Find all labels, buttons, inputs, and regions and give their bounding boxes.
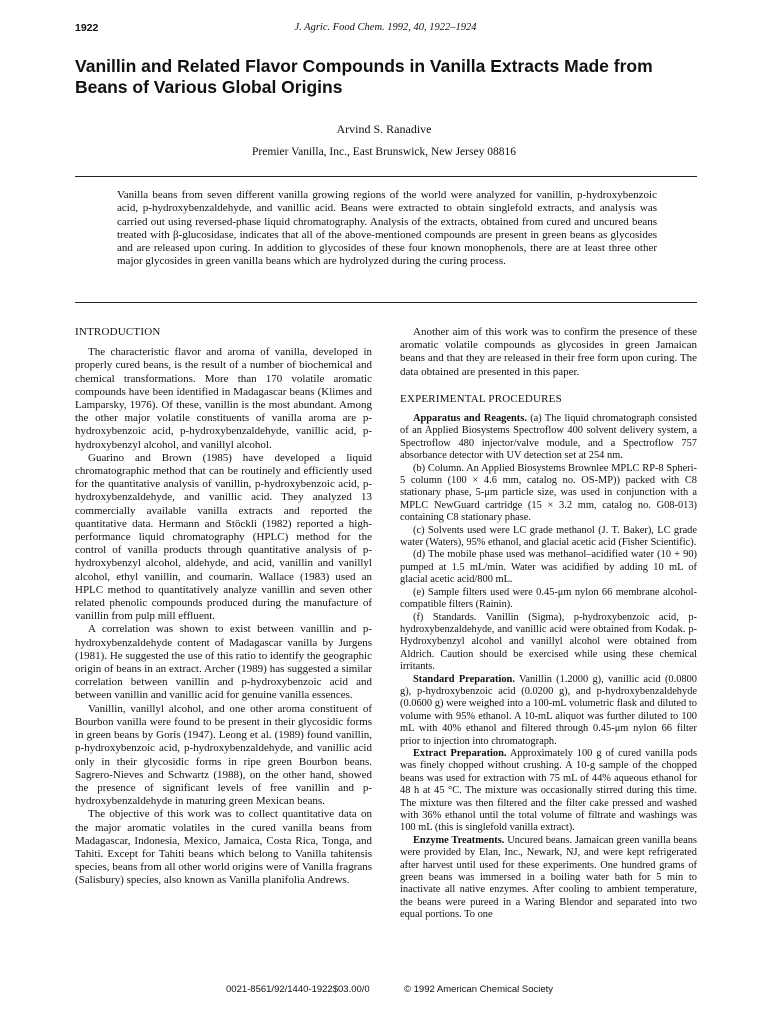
apparatus-item-a: (a) The liquid chromatograph consisted of an Applied Biosystems Spectroflow 400 solvent delivery system, a Spectroflow 480 injector/valve module, and a Spectroflow 757 absorbance detector with UV detection set at 254 nm. xyxy=(400,413,698,462)
enzyme-text: Uncured beans. Jamaican green vanilla beans were provided by Elan, Inc., Newark, NJ, and were kept refrigerated after harvest until used for these experiments. One hundred grams of green beans was immersed in a boiling water bath for 5 min to inactivate all native enzymes. After cooling to ambient temperature, the beans were pureed in a Waring Blendor and separated into two equal portions. To one xyxy=(400,834,697,921)
abstract-bottom-rule xyxy=(75,302,697,303)
extract-text: Approximately 100 g of cured vanilla pods was finely chopped without crushing. A 10-g sample of the chopped beans was used for extraction with 75 mL of 44% aqueous ethanol for 48 h at 45 °C. The mixture was occasionally stirred during this time. The mixture was then filtered and the filter cake pressed and washed with 36% ethanol until the total volume of filtrate and washings was 100 mL (this is singlefold vanilla extract). xyxy=(400,747,697,834)
author-name: Arvind S. Ranadive xyxy=(336,122,432,136)
apparatus-item-c: (c) Solvents used were LC grade methanol (J. T. Baker), LC grade water (Waters), 95% ethanol, and glacial acetic acid (Fisher Scientific). xyxy=(400,524,697,549)
left-column xyxy=(75,326,372,888)
abstract: Vanilla beans from seven different vanilla growing regions of the world were analyzed for vanillin, p-hydroxybenzoic acid, p-hydroxybenzaldehyde, and vanillic acid. Beans were extracted to obtain singlefold extracts, and analysis was carried out using reversed-phase liquid chromatography. Analysis of the extracts, obtained from cured and uncured beans treated with β-glucosidase, indicates that all of the above-mentioned compounds are present in green beans as glycosides and are released upon curing. In addition to glycosides of these four known monophenols, there are at least three other major glycosides in green vanilla beans which are hydrolyzed during the curing process. xyxy=(117,189,657,268)
running-head xyxy=(75,22,696,36)
article-code: 0021-8561/92/1440-1922$03.00/0 xyxy=(226,984,370,995)
standard-text: Vanillin (1.2000 g), vanillic acid (0.0800 g), p-hydroxybenzoic acid (0.0200 g), and p-hydroxybenzaldehyde (0.0600 g) were weighed into a 100-mL volumetric flask and diluted to volume with 95% ethanol. A 10-mL aliquot was further diluted to 100 mL with 40% ethanol and filtered through 0.45-μm nylon 66 filter prior to injection into chromatograph. xyxy=(400,673,697,747)
apparatus-item-f: (f) Standards. Vanillin (Sigma), p-hydroxybenzoic acid, p-hydroxybenzaldehyde, and vanillic acid were obtained from Kodak. p-Hydroxybenzyl alcohol and vanillyl alcohol were obtained from Aldrich. Caution should be exercised while using these chemical irritants. xyxy=(400,611,697,673)
article-title: Vanillin and Related Flavor Compounds in Vanilla Extracts Made from Beans of Various Global Origins xyxy=(75,56,653,97)
intro-paragraph: A correlation was shown to exist between vanillin and p-hydroxybenzaldehyde content of Madagascar vanilla by Jurgens (1981). He suggested the use of this ratio to identify the geographic origin of beans in an extract. Archer (1989) has suggested a similar correlation between vanillin and p-hydroxybenzoic acid and between vanillin and vanillic acid for genuine vanilla essences. xyxy=(75,623,372,702)
copyright-notice: © 1992 American Chemical Society xyxy=(404,984,554,995)
enzyme-label: Enzyme Treatments. xyxy=(413,834,505,846)
apparatus-item-e: (e) Sample filters used were 0.45-μm nylon 66 membrane alcohol-compatible filters (Rainin). xyxy=(400,586,697,611)
intro-paragraph: The objective of this work was to collect quantitative data on the major aromatic volatiles in the cured vanilla beans from Madagascar, Indonesia, Mexico, Jamaica, Costa Rica, Tonga, and Tahiti. Except for Tahiti beans which belong to Vanilla tahitensis species, beans from all other world origins were of Vanilla fragrans (Salisbury) species, also known as Vanilla planifolia Andrews. xyxy=(75,808,372,887)
journal-citation: J. Agric. Food Chem. 1992, 40, 1922–1924 xyxy=(294,22,477,33)
section-heading-experimental: EXPERIMENTAL PROCEDURES xyxy=(400,392,562,405)
standard-label: Standard Preparation. xyxy=(413,673,515,685)
apparatus-item-b: (b) Column. An Applied Biosystems Brownlee MPLC RP-8 Spheri-5 column (100 × 4.6 mm, catalog no. OS-MP)) packed with C8 stationary phase, 5-μm particle size, was used in conjunction with a MPLC NewGuard cartridge (15 × 3.2 mm, catalog no. G08-013) containing C8 stationary phase. xyxy=(400,462,697,524)
intro-paragraph: Guarino and Brown (1985) have developed a liquid chromatographic method that can be routinely and efficiently used for the quantitative analysis of vanillin, p-hydroxybenzoic acid, p-hydroxybenzaldehyde, and vanillic acid. They analyzed 13 commercially available vanilla extracts and reported the quantitative data. Hermann and Stöckli (1982) reported a high-performance liquid chromatography (HPLC) method for the control of vanilla products through quantitative analysis of p-hydroxybenzyl alcohol, aldehyde, and acid, vanillin and vanillyl alcohol, ethyl vanillin, and coumarin. Wallace (1983) used an HPLC method to quantitatively analyze vanillin and seven other related phenolic compounds produced during the manufacture of vanillin from pulp mill effluent. xyxy=(75,451,372,623)
enzyme-paragraph xyxy=(400,835,697,922)
abstract-top-rule xyxy=(75,176,697,177)
apparatus-label: Apparatus and Reagents. xyxy=(413,413,527,425)
right-column xyxy=(400,326,697,922)
intro-paragraph: The characteristic flavor and aroma of vanilla, developed in properly cured beans, is the result of a number of biochemical and chemical transformations. More than 170 volatile aromatic compounds have been identified in Madagascar beans (Klimes and Lamparsky, 1976). Of these, vanillin is the most abundant. Among the other major volatile constituents of vanilla aroma are p-hydroxybenzoic acid, p-hydroxybenzaldehyde, vanillic acid, p-hydroxybenzyl alcohol, and vanillyl alcohol. xyxy=(75,346,372,451)
intro-paragraph: Vanillin, vanillyl alcohol, and one other aroma constituent of Bourbon vanilla were found to be present in their glycosidic forms in green beans by Goris (1947). Leong et al. (1989) found vanillin, p-hydroxybenzoic acid, p-hydroxybenzaldehyde, and vanillic acid only in their glycosidic forms in ripe green Bourbon beans. Sagrero-Nieves and Schwartz (1988), on the other hand, showed the presence of significant levels of free vanillin and p-hydroxybenzaldehyde in maturing green Mexican beans. xyxy=(75,702,372,808)
page-number: 1922 xyxy=(75,22,99,34)
apparatus-paragraph xyxy=(400,413,697,463)
apparatus-item-d: (d) The mobile phase used was methanol–acidified water (10 + 90) pumped at 1.5 mL/min. Water was acidified by adding 10 mL of glacial acetic acid/800 mL. xyxy=(400,549,697,586)
experimental-text xyxy=(400,413,697,922)
section-heading-introduction: INTRODUCTION xyxy=(75,326,161,338)
extract-label: Extract Preparation. xyxy=(413,747,507,759)
author-affiliation: Premier Vanilla, Inc., East Brunswick, New Jersey 08816 xyxy=(252,146,516,158)
extract-paragraph xyxy=(400,748,697,835)
intro-paragraph: Another aim of this work was to confirm the presence of these aromatic volatile compounds as glycosides in green Jamaican beans and that they are released in their free form upon curing. The data obtained are presented in this paper. xyxy=(400,326,697,378)
standard-paragraph xyxy=(400,674,697,748)
